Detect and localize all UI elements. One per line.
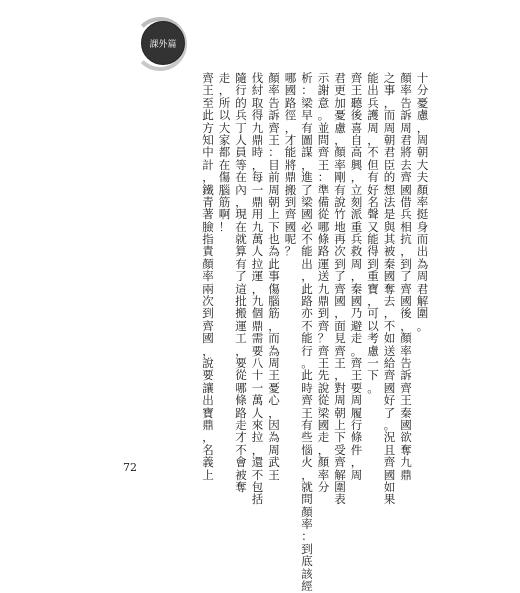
- text-column: 君 更 加 憂 慮 ， 顏 率 剛 有 說 竹 地 再 次 到 了 齊 國 ， 面 見 齊 王 ， 對 周 朝 上 下 受 齊 解 圍 表: [334, 71, 346, 507]
- text-column: 齊 王 至 此 方 知 中 計 ， 鐵 青 著 臉 指 責 顏 率 兩 次 到 齊 國 ， 說 要 讓 出 寶 鼎 ， 名 義 上: [202, 71, 214, 482]
- section-badge: [141, 21, 185, 65]
- section-badge-label: 課外篇: [149, 39, 177, 50]
- text-column: 哪 國 路 徑 ， 才 能 將 鼎 搬 到 齊 國 呢 ？: [284, 71, 297, 259]
- text-column: 齊 王 聽 後 喜 自 高 興 ， 立 刻 派 重 兵 救 周 ， 秦 國 乃 避 走 。 齊 王 要 周 履 行 條 件 ， 周: [350, 71, 363, 482]
- page-number: 72: [123, 461, 137, 474]
- text-column: 顏 率 告 訴 周 君 將 去 齊 國 借 兵 相 抗 ， 到 了 齊 國 後 ， 顏 率 告 訴 齊 王 秦 國 欲 奪 九 鼎: [400, 71, 412, 482]
- text-column: 之 事 ， 而 周 朝 君 臣 的 想 法 是 與 其 被 秦 國 奪 去 ， 不 如 送 給 齊 國 好 了 。 況 且 齊 國 如 果: [383, 71, 396, 507]
- text-column: 顏 率 告 訴 齊 王 ： 目 前 周 朝 上 下 也 為 此 事 傷 腦 筋 ， 而 為 周 王 憂 心 ， 因 為 周 武 王: [268, 71, 280, 482]
- text-column: 十 分 憂 慮 ， 周 朝 大 夫 顏 率 挺 身 而 出 為 周 君 解 圍 。: [416, 71, 429, 333]
- text-column: 示 謝 意 。 並 問 齊 王 ： 準 備 從 哪 條 路 運 送 九 鼎 到 齊 ？ 齊 王 先 說 從 梁 國 走 ， 顏 率 分: [317, 71, 330, 494]
- text-column: 走 ， 所 以 大 家 都 在 傷 腦 筋 啊 ！: [218, 71, 231, 234]
- text-column: 伐 紂 取 得 九 鼎 時 ， 每 一 鼎 用 九 萬 人 拉 運 ， 九 個 鼎 需 要 八 十 一 萬 人 來 拉 ， 還 不 包 括: [251, 71, 264, 507]
- text-column: 能 出 兵 護 周 ， 不 但 有 好 名 聲 又 能 得 到 重 寶 ， 可 以 考 慮 一 下 。: [367, 71, 379, 395]
- text-column: 隨 行 的 兵 丁 人 員 等 在 內 ， 現 在 就 算 有 了 這 批 搬 運 工 ， 要 從 哪 條 路 走 才 不 會 被 奪: [235, 71, 247, 494]
- text-column: 析 ： 梁 早 有 圖 謀 ， 進 了 梁 國 必 不 能 出 ， 此 路 亦 不 能 行 。 此 時 齊 王 有 些 惱 火 ， 就 問 顏 率 ： 到 底 該 經: [301, 71, 313, 593]
